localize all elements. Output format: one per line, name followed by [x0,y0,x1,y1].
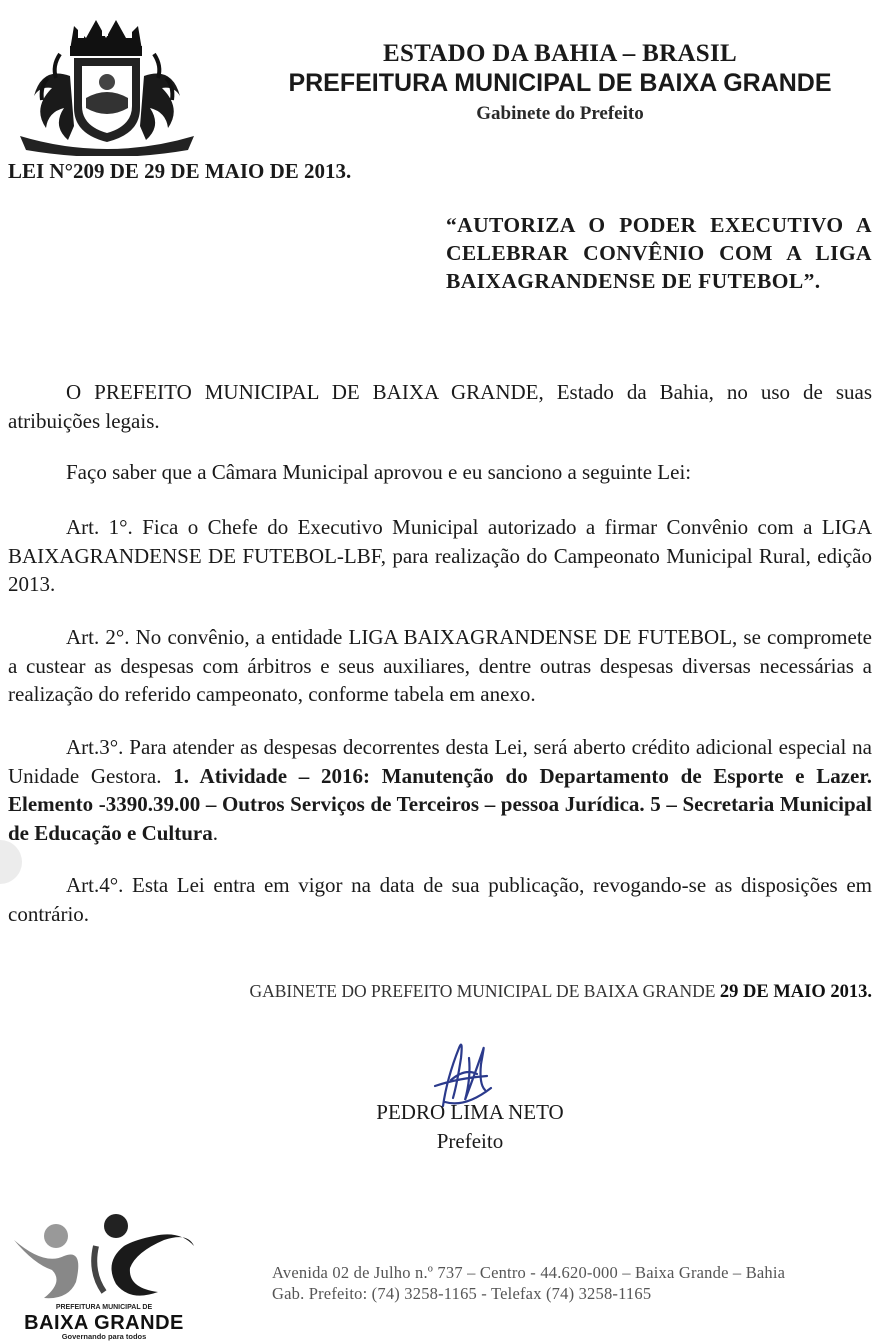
header-prefecture: PREFEITURA MUNICIPAL DE BAIXA GRANDE [288,69,832,97]
footer-logo [4,1212,204,1340]
article-2: Art. 2°. No convênio, a entidade LIGA BAIXAGRANDENSE DE FUTEBOL, se compromete a custear as despesas com árbitros e seus auxiliares, dentre outras despesas diversas necessárias a realização do referido campeonato, conforme tabela em anexo. [8,625,872,706]
footer-logo-name: BAIXA GRANDE [24,1312,184,1334]
article-3-end: . [212,820,218,845]
article-3-budget: 1. Atividade – 2016: Manutenção do Departamento de Esporte e Lazer. Elemento -3390.39.00 – Outros Serviços de Terceiros – pessoa Jurídica. 5 – Secretaria Municipal de Educação e Cultura [8,763,872,845]
article-3 [8,733,872,847]
signatory-name: PEDRO LIMA NETO [376,1100,564,1124]
header-state: ESTADO DA BAHIA – BRASIL [382,40,738,67]
closing-line [249,981,872,1003]
footer-logo-top-text: PREFEITURA MUNICIPAL DE [55,1304,153,1311]
closing-date: 29 DE MAIO 2013. [719,982,872,1002]
signatory-role: Prefeito [436,1129,504,1153]
figures-logo-icon [4,1212,204,1304]
article-4: Art.4°. Esta Lei entra em vigor na data de sua publicação, revogando-se as disposições em contrário. [8,873,872,926]
article-3-intro: Art.3°. Para atender as despesas decorrentes desta Lei, será aberto crédito adicional especial na Unidade Gestora. [8,735,872,788]
footer-address: Avenida 02 de Julho n.º 737 – Centro - 44.620-000 – Baixa Grande – Bahia [272,1263,786,1282]
header-office: Gabinete do Prefeito [476,103,644,124]
sanction-paragraph: Faço saber que a Câmara Municipal aprovou e eu sanciono a seguinte Lei: [66,460,692,484]
closing-place: GABINETE DO PREFEITO MUNICIPAL DE BAIXA GRANDE [249,981,720,1001]
article-1: Art. 1°. Fica o Chefe do Executivo Municipal autorizado a firmar Convênio com a LIGA BAIXAGRANDENSE DE FUTEBOL-LBF, para realização do Campeonato Municipal Rural, edição 2013. [8,515,872,596]
footer-logo-slogan: Governando para todos [61,1332,147,1341]
preamble-paragraph: O PREFEITO MUNICIPAL DE BAIXA GRANDE, Estado da Bahia, no uso de suas atribuições legais. [8,380,872,433]
law-title: LEI N°209 DE 29 DE MAIO DE 2013. [8,159,352,183]
coat-of-arms-logo [12,16,197,156]
footer-phones: Gab. Prefeito: (74) 3258-1165 - Telefax (74) 3258-1165 [272,1284,652,1303]
law-summary: “AUTORIZA O PODER EXECUTIVO A CELEBRAR CONVÊNIO COM A LIGA BAIXAGRANDENSE DE FUTEBOL”. [446,213,872,293]
